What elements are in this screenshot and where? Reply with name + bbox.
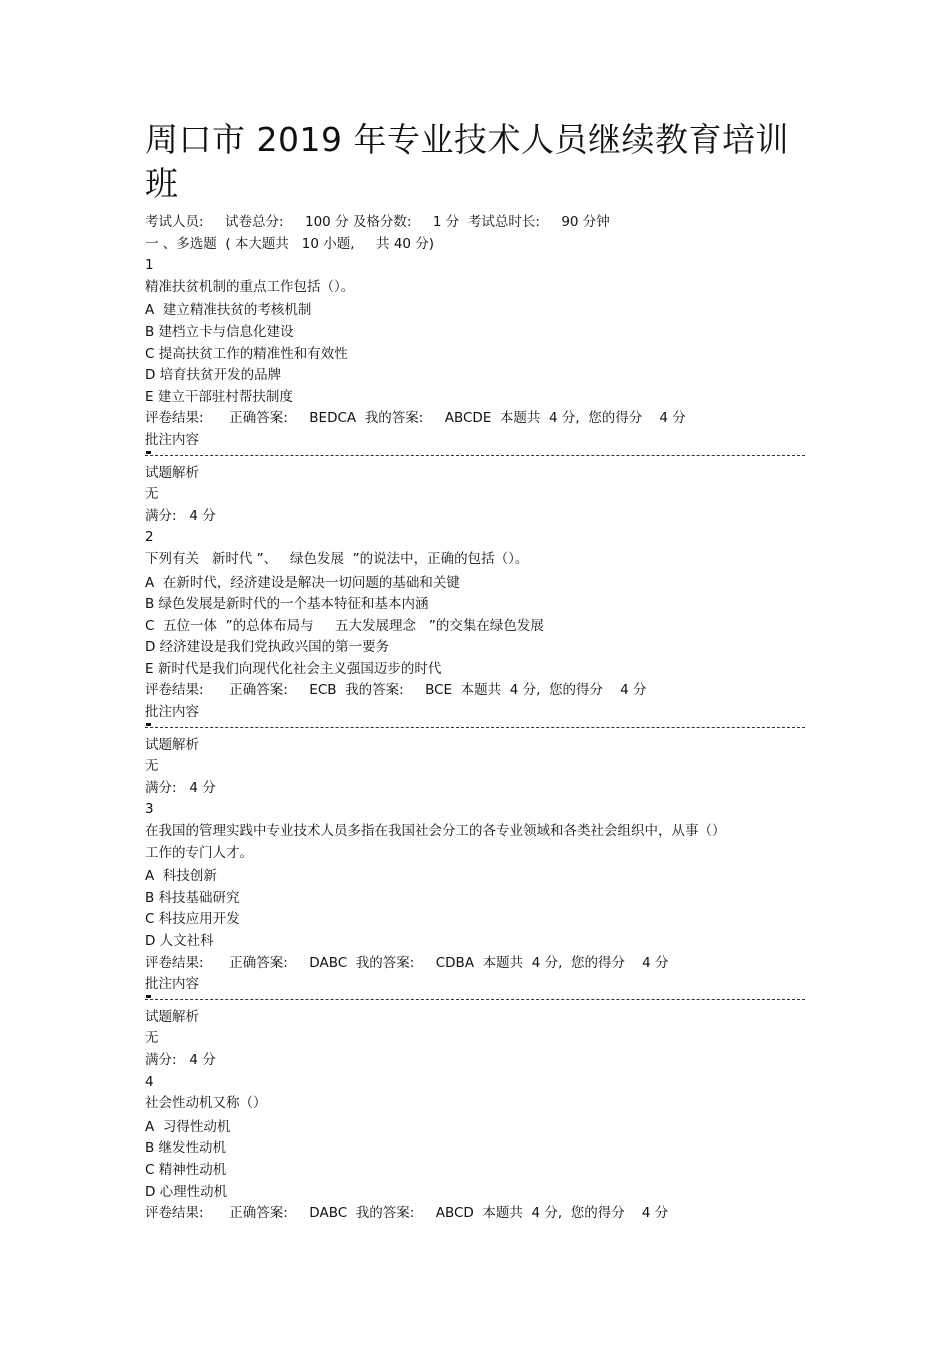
grading-result: 评卷结果: 正确答案: DABC 我的答案: ABCD 本题共 4 分, 您的得分 4 分 (145, 1205, 669, 1222)
dashed-divider (145, 449, 805, 463)
grading-result: 评卷结果: 正确答案: ECB 我的答案: BCE 本题共 4 分, 您的得分 4 分 (145, 682, 647, 699)
option-c: C 五位一体 ”的总体布局与 五大发展理念 ”的交集在绿色发展 (145, 617, 544, 634)
question-number: 4 (145, 1073, 154, 1090)
analysis-text: 无 (145, 1030, 159, 1047)
section-heading: 一 、多选题 ( 本大题共 10 小题, 共 40 分) (145, 235, 435, 252)
analysis-text: 无 (145, 486, 159, 503)
analysis-label: 试题解析 (145, 1008, 199, 1025)
option-b: B 建档立卡与信息化建设 (145, 323, 294, 340)
question-text: 下列有关 新时代 ”、 绿色发展 ”的说法中，正确的包括（）。 (145, 550, 529, 567)
option-b: B 继发性动机 (145, 1140, 227, 1157)
option-a: A 建立精准扶贫的考核机制 (145, 302, 312, 319)
question-number: 1 (145, 257, 154, 274)
option-c: C 精神性动机 (145, 1161, 227, 1178)
full-score: 满分: 4 分 (145, 779, 216, 796)
option-a: A 习得性动机 (145, 1118, 231, 1135)
grading-result: 评卷结果: 正确答案: BEDCA 我的答案: ABCDE 本题共 4 分, 您的得分 4 分 (145, 410, 686, 427)
option-b: B 绿色发展是新时代的一个基本特征和基本内涵 (145, 596, 429, 613)
analysis-label: 试题解析 (145, 736, 199, 753)
dashed-divider (145, 721, 805, 735)
analysis-label: 试题解析 (145, 464, 199, 481)
question-block (145, 799, 805, 1071)
option-c: C 科技应用开发 (145, 911, 240, 928)
question-text: 精准扶贫机制的重点工作包括（）。 (145, 278, 355, 295)
question-block (145, 255, 805, 527)
option-e: E 建立干部驻村帮扶制度 (145, 388, 293, 405)
analysis-text: 无 (145, 758, 159, 775)
question-number: 2 (145, 529, 154, 546)
comment-label: 批注内容 (145, 431, 199, 448)
title-line-2: 班 (145, 164, 179, 203)
question-number: 3 (145, 801, 154, 818)
full-score: 满分: 4 分 (145, 507, 216, 524)
question-text: 在我国的管理实践中专业技术人员多指在我国社会分工的各专业领域和各类社会组织中，从事（）工作的专门人才。 (145, 823, 726, 861)
option-d: D 经济建设是我们党执政兴国的第一要务 (145, 639, 390, 656)
document-title (145, 118, 805, 206)
option-e: E 新时代是我们向现代化社会主义强国迈步的时代 (145, 660, 442, 677)
question-text: 社会性动机又称（） (145, 1095, 267, 1112)
exam-meta: 考试人员: 试卷总分: 100 分 及格分数: 1 分 考试总时长: 90 分钟 (145, 214, 610, 230)
comment-label: 批注内容 (145, 704, 199, 721)
comment-label: 批注内容 (145, 976, 199, 993)
option-a: A 科技创新 (145, 868, 217, 885)
option-c: C 提高扶贫工作的精准性和有效性 (145, 345, 348, 362)
full-score: 满分: 4 分 (145, 1051, 216, 1068)
option-d: D 培育扶贫开发的品牌 (145, 367, 282, 384)
question-block (145, 1072, 805, 1225)
question-block (145, 527, 805, 799)
option-d: D 人文社科 (145, 933, 214, 949)
title-line-1: 周口市 2019 年专业技术人员继续教育培训 (145, 120, 789, 159)
grading-result: 评卷结果: 正确答案: DABC 我的答案: CDBA 本题共 4 分, 您的得分 4 分 (145, 954, 669, 971)
option-b: B 科技基础研究 (145, 889, 240, 906)
option-d: D 心理性动机 (145, 1183, 228, 1200)
dashed-divider (145, 993, 805, 1007)
exam-document (145, 118, 805, 1225)
option-a: A 在新时代，经济建设是解决一切问题的基础和关键 (145, 574, 460, 591)
